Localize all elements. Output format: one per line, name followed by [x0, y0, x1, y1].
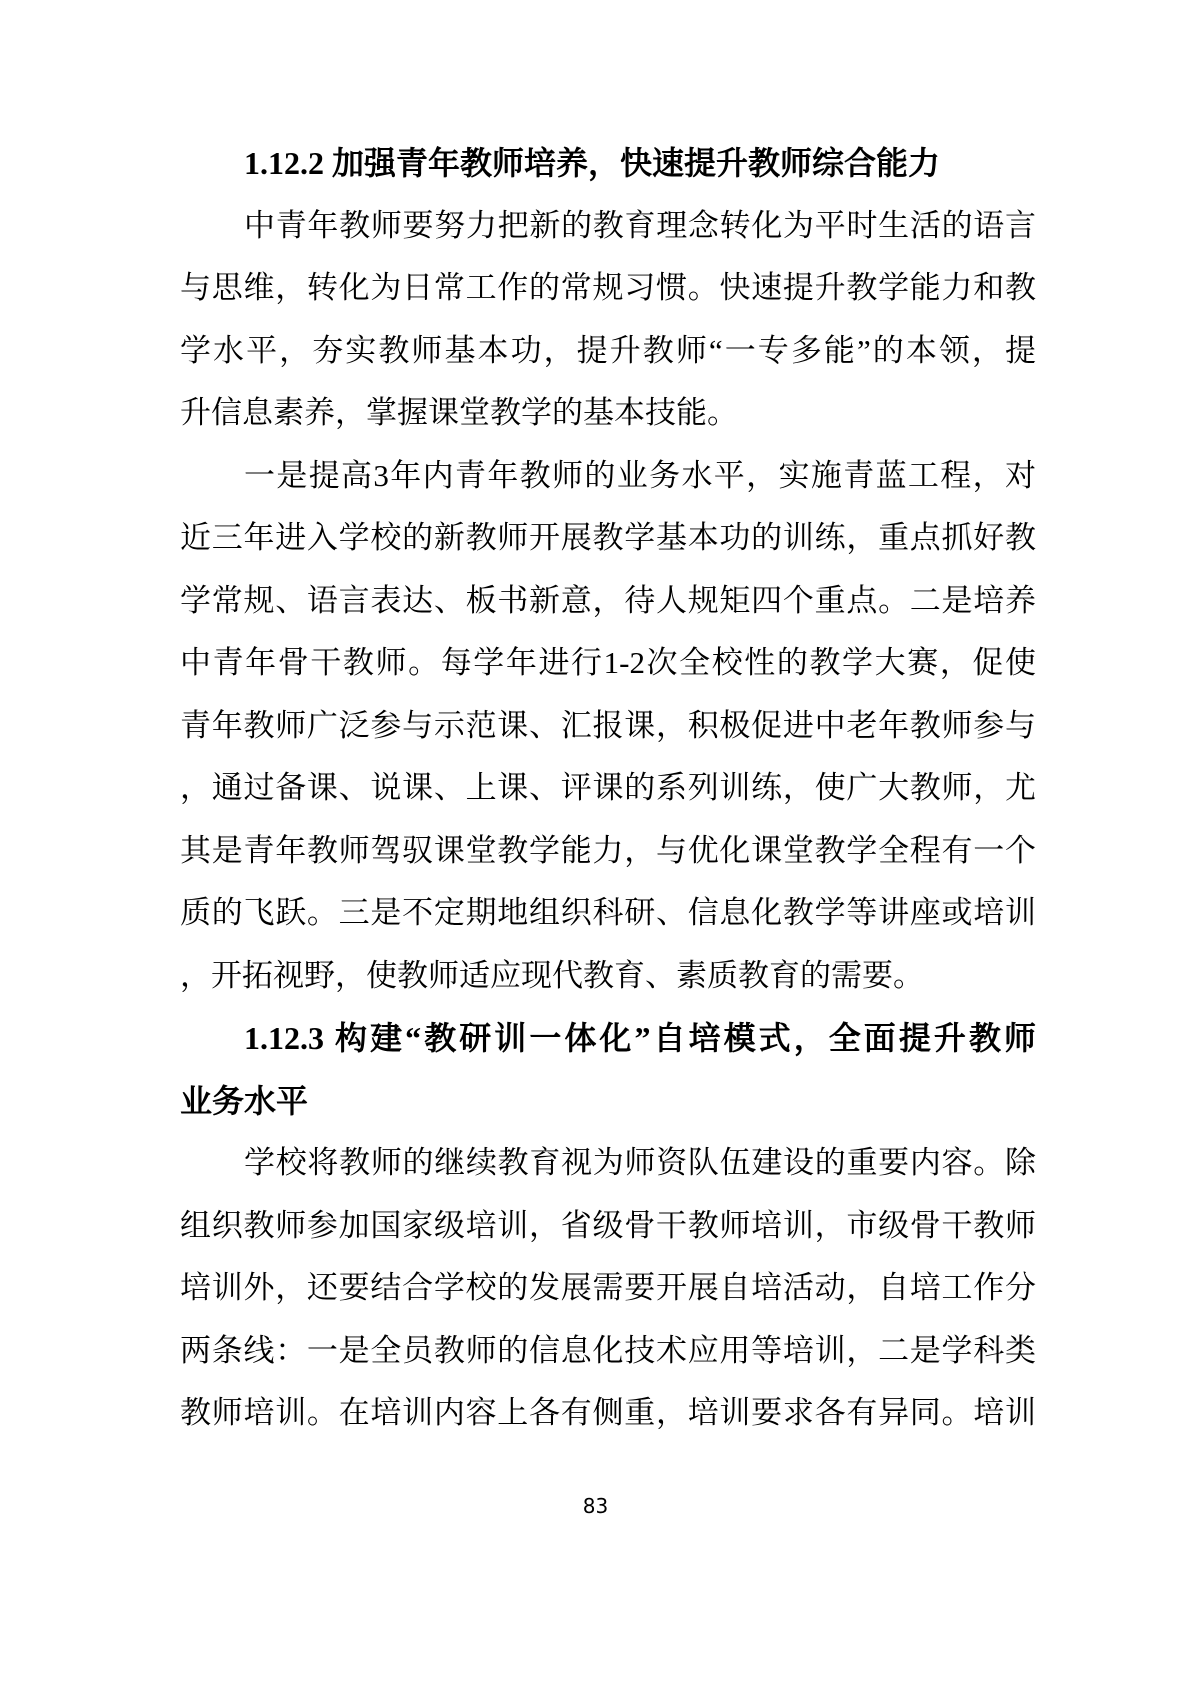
- paragraph-2-line-3: 学常规、语言表达、板书新意，待人规矩四个重点。二是培养: [180, 582, 1036, 618]
- paragraph-2-line-6: ，通过备课、说课、上课、评课的系列训练，使广大教师，尤: [180, 770, 1036, 805]
- paragraph-1-line-3: 学水平，夯实教师基本功，提升教师“一专多能”的本领，提: [180, 332, 1036, 368]
- paragraph-3-line-3: 培训外，还要结合学校的发展需要开展自培活动，自培工作分: [180, 1270, 1036, 1305]
- paragraph-3-line-5: 教师培训。在培训内容上各有侧重，培训要求各有异同。培训: [180, 1395, 1036, 1430]
- paragraph-3-line-2: 组织教师参加国家级培训，省级骨干教师培训，市级骨干教师: [180, 1207, 1036, 1243]
- paragraph-3-line-1: 学校将教师的继续教育视为师资队伍建设的重要内容。除: [244, 1145, 1036, 1180]
- paragraph-2-line-1: 一是提高3年内青年教师的业务水平，实施青蓝工程，对: [244, 457, 1036, 493]
- paragraph-2-line-5: 青年教师广泛参与示范课、汇报课，积极促进中老年教师参与: [180, 707, 1036, 743]
- paragraph-2-line-7: 其是青年教师驾驭课堂教学能力，与优化课堂教学全程有一个: [180, 832, 1036, 868]
- paragraph-2-line-9: ，开拓视野，使教师适应现代教育、素质教育的需要。: [180, 957, 924, 993]
- paragraph-3-line-4: 两条线：一是全员教师的信息化技术应用等培训，二是学科类: [180, 1332, 1036, 1368]
- section-heading-1-12-3-line-1: 1.12.3 构建“教研训一体化”自培模式，全面提升教师: [244, 1020, 1036, 1056]
- section-heading-1-12-2: 1.12.2 加强青年教师培养，快速提升教师综合能力: [244, 145, 941, 181]
- paragraph-1-line-4: 升信息素养，掌握课堂教学的基本技能。: [180, 395, 738, 430]
- paragraph-2-line-4: 中青年骨干教师。每学年进行1-2次全校性的教学大赛，促使: [180, 645, 1036, 680]
- page-number: 83: [582, 1494, 609, 1518]
- paragraph-1-line-2: 与思维，转化为日常工作的常规习惯。快速提升教学能力和教: [180, 270, 1036, 305]
- section-heading-1-12-3-line-2: 业务水平: [180, 1082, 309, 1119]
- paragraph-2-line-8: 质的飞跃。三是不定期地组织科研、信息化教学等讲座或培训: [180, 895, 1036, 930]
- paragraph-2-line-2: 近三年进入学校的新教师开展教学基本功的训练，重点抓好教: [180, 520, 1036, 555]
- paragraph-1-line-1: 中青年教师要努力把新的教育理念转化为平时生活的语言: [244, 207, 1036, 243]
- page-content: [180, 132, 1036, 1445]
